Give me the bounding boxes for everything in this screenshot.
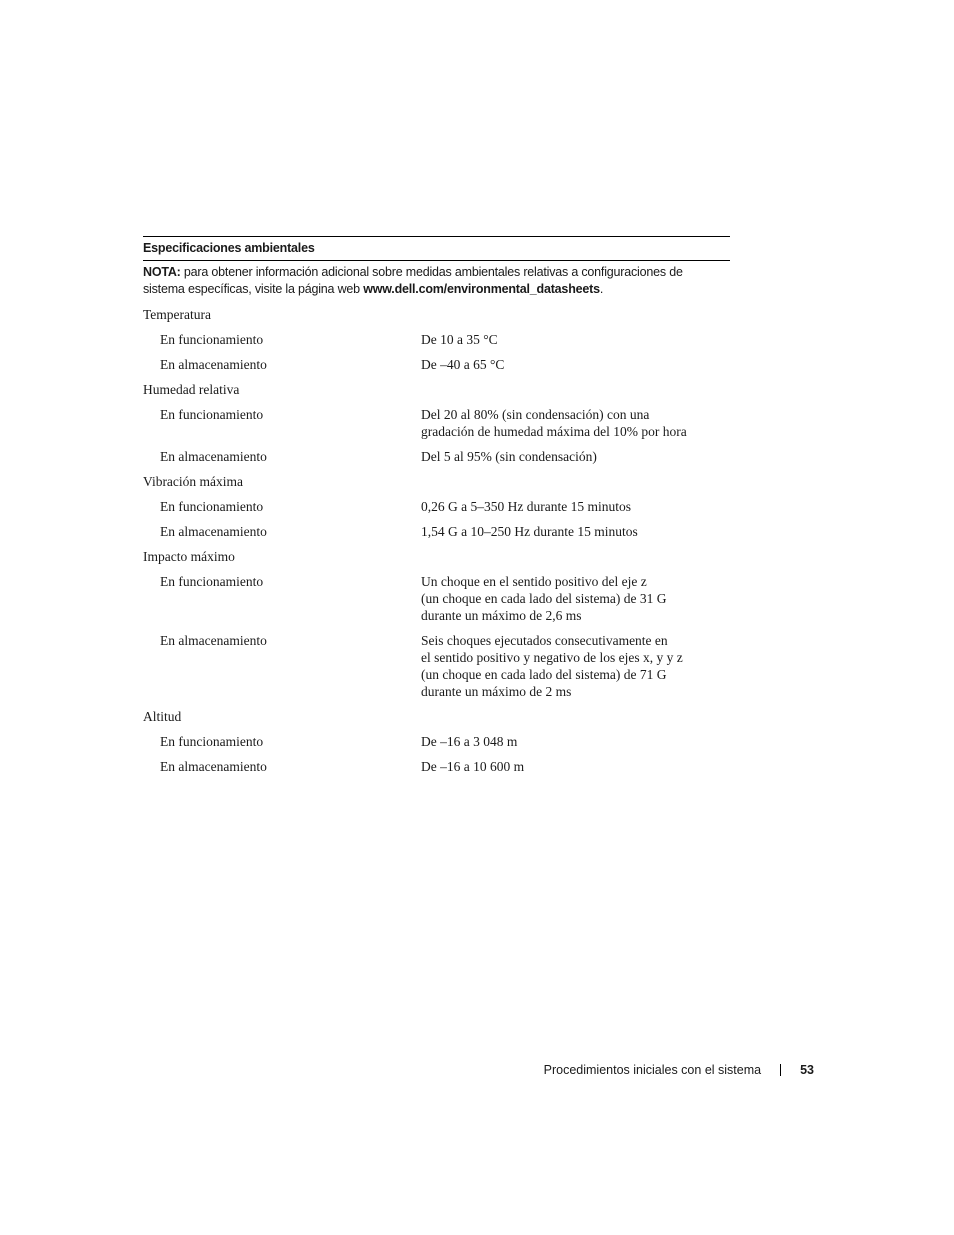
spec-label: En funcionamiento [160,407,264,422]
page-number: 53 [800,1063,814,1077]
spec-row [143,624,730,700]
spec-row [143,750,730,775]
spec-value: 0,26 G a 5–350 Hz durante 15 minutos [421,499,631,514]
note [143,261,708,298]
spec-label: En almacenamiento [160,357,267,372]
section-heading: Vibración máxima [143,474,244,489]
spec-value: Del 20 al 80% (sin condensación) con una gradación de humedad máxima del 10% por hora [421,407,687,439]
spec-value: De –16 a 10 600 m [421,759,525,774]
table-title: Especificaciones ambientales [143,241,315,255]
section-heading: Humedad relativa [143,382,240,397]
spec-label: En funcionamiento [160,332,264,347]
spec-value: 1,54 G a 10–250 Hz durante 15 minutos [421,524,638,539]
page-footer [544,1062,814,1078]
spec-value: De –40 a 65 °C [421,357,505,372]
spec-label: En almacenamiento [160,633,267,648]
spec-label: En funcionamiento [160,574,264,589]
spec-table [143,236,730,775]
spec-row [143,565,730,624]
spec-section [143,540,730,700]
spec-row [143,398,730,440]
spec-row [143,515,730,540]
spec-label: En almacenamiento [160,524,267,539]
section-heading: Impacto máximo [143,549,235,564]
section-heading: Temperatura [143,307,212,322]
section-heading: Altitud [143,709,182,724]
spec-row [143,323,730,348]
spec-value: Del 5 al 95% (sin condensación) [421,449,597,464]
spec-row [143,490,730,515]
spec-label: En almacenamiento [160,449,267,464]
spec-section [143,700,730,775]
spec-section [143,298,730,373]
spec-value: Un choque en el sentido positivo del eje z (un choque en cada lado del sistema) de 31 G durante un máximo de 2,6 ms [421,574,667,623]
note-end: . [599,282,604,296]
note-label: NOTA: [143,265,181,279]
spec-section [143,465,730,540]
spec-row [143,348,730,373]
spec-label: En funcionamiento [160,499,264,514]
note-link: www.dell.com/environmental_datasheets [363,282,600,296]
spec-value: Seis choques ejecutados consecutivamente en el sentido positivo y negativo de los ejes x, y y z (un choque en cada lado del sistema) de 71 G durante un máximo de 2 ms [421,633,683,699]
note-text: para obtener información adicional sobre medidas ambientales relativas a configuraciones de sistema específicas, visite la página web [143,265,683,296]
spec-section [143,373,730,465]
spec-label: En almacenamiento [160,759,267,774]
footer-chapter: Procedimientos iniciales con el sistema [543,1063,762,1077]
spec-row [143,440,730,465]
spec-label: En funcionamiento [160,734,264,749]
spec-row [143,725,730,750]
spec-value: De 10 a 35 °C [421,332,498,347]
footer-separator [780,1064,781,1076]
spec-value: De –16 a 3 048 m [421,734,518,749]
